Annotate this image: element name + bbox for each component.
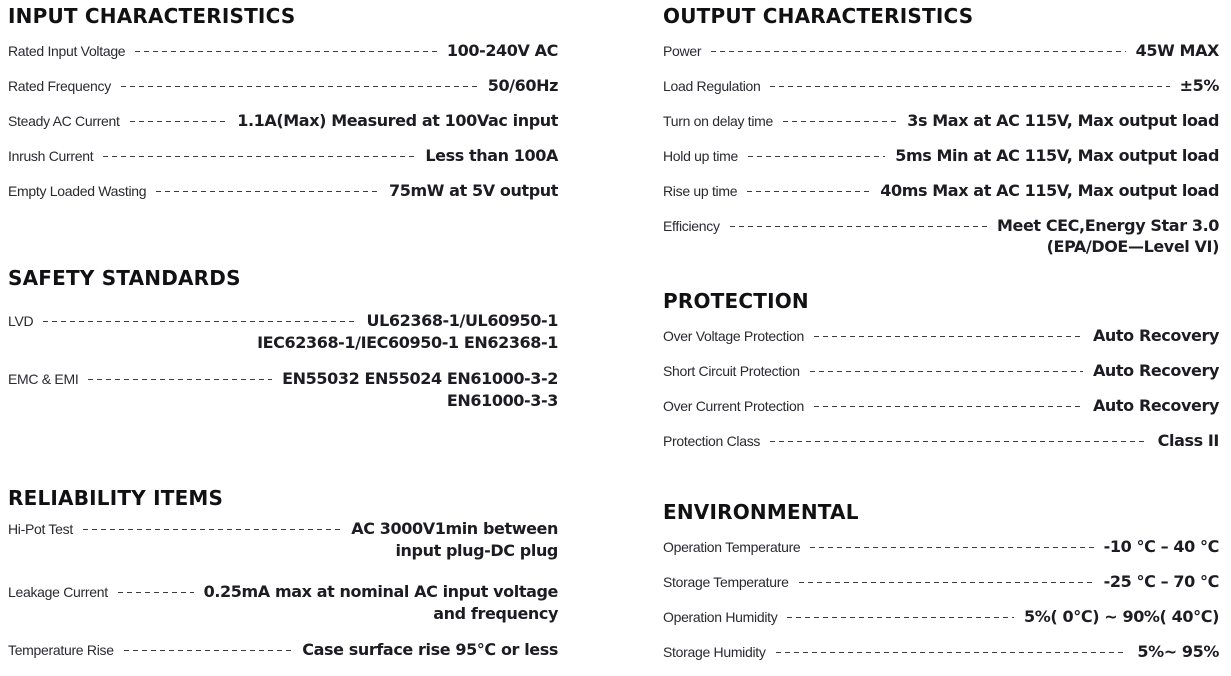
spec-value: Auto Recovery xyxy=(1092,396,1219,415)
dotted-leader xyxy=(43,310,356,322)
spec-value: 100-240V AC xyxy=(446,41,558,60)
section-input-characteristics xyxy=(8,2,558,215)
spec-value: AC 3000V1min between input plug-DC plug xyxy=(351,519,558,560)
spec-label: Load Regulation xyxy=(663,78,761,94)
spec-label: Efficiency xyxy=(663,218,720,234)
spec-value: 45W MAX xyxy=(1135,41,1219,60)
spec-value: Auto Recovery xyxy=(1092,326,1219,345)
spec-value: ±5% xyxy=(1179,76,1219,95)
spec-label: Turn on delay time xyxy=(663,113,774,129)
spec-row-storage-humidity xyxy=(663,641,1219,676)
spec-value: UL62368-1/UL60950-1 IEC62368-1/IEC60950-1 EN62368-1 xyxy=(257,311,558,352)
spec-row-protection-class xyxy=(663,430,1219,465)
spec-value: 40ms Max at AC 115V, Max output load xyxy=(880,181,1219,200)
spec-row-hi-pot-test xyxy=(8,518,558,581)
spec-value: Meet CEC,Energy Star 3.0 (EPA/DOE—Level VI) xyxy=(996,216,1219,256)
dotted-leader xyxy=(135,40,437,52)
spec-row-lvd xyxy=(8,310,558,368)
spec-row-turn-on-delay-time xyxy=(663,110,1219,145)
spec-row-load-regulation xyxy=(663,75,1219,110)
spec-row-efficiency xyxy=(663,215,1219,263)
section-title: PROTECTION xyxy=(663,289,809,313)
spec-row-inrush-current xyxy=(8,145,558,180)
spec-value: 3s Max at AC 115V, Max output load xyxy=(907,111,1219,130)
dotted-leader xyxy=(730,215,987,227)
section-title: INPUT CHARACTERISTICS xyxy=(8,4,296,28)
spec-row-operation-humidity xyxy=(663,606,1219,641)
section-protection xyxy=(663,287,1219,465)
spec-value: 5%~ 95% xyxy=(1137,642,1219,661)
spec-row-short-circuit-protection xyxy=(663,360,1219,395)
dotted-leader xyxy=(770,430,1148,442)
spec-label: Rise up time xyxy=(663,183,738,199)
dotted-leader xyxy=(747,180,870,192)
spec-label: Rated Frequency xyxy=(8,78,111,94)
spec-label: Operation Temperature xyxy=(663,539,801,555)
spec-row-rated-input-voltage xyxy=(8,40,558,75)
spec-row-rise-up-time xyxy=(663,180,1219,215)
spec-row-leakage-current xyxy=(8,581,558,639)
spec-label: Inrush Current xyxy=(8,148,94,164)
spec-row-rated-frequency xyxy=(8,75,558,110)
spec-label: EMC & EMI xyxy=(8,371,79,387)
dotted-leader xyxy=(121,75,478,87)
spec-row-over-current-protection xyxy=(663,395,1219,430)
spec-label: Storage Humidity xyxy=(663,644,766,660)
dotted-leader xyxy=(787,606,1014,618)
spec-row-storage-temperature xyxy=(663,571,1219,606)
spec-label: Storage Temperature xyxy=(663,574,789,590)
spec-value: 0.25mA max at nominal AC input voltage and frequency xyxy=(203,582,558,623)
spec-label: Operation Humidity xyxy=(663,609,778,625)
section-environmental xyxy=(663,498,1219,676)
section-output-characteristics xyxy=(663,2,1219,263)
spec-label: Temperature Rise xyxy=(8,642,114,658)
dotted-leader xyxy=(124,639,293,651)
spec-label: Empty Loaded Wasting xyxy=(8,183,147,199)
spec-value: 5ms Min at AC 115V, Max output load xyxy=(895,146,1219,165)
dotted-leader xyxy=(103,145,415,157)
dotted-leader xyxy=(770,75,1169,87)
dotted-leader xyxy=(118,581,194,593)
spec-value: 1.1A(Max) Measured at 100Vac input xyxy=(237,111,558,130)
spec-label: Hold up time xyxy=(663,148,738,164)
spec-label: LVD xyxy=(8,313,34,329)
spec-label: Leakage Current xyxy=(8,584,108,600)
section-title: SAFETY STANDARDS xyxy=(8,266,241,290)
spec-value: -10 ℃ – 40 ℃ xyxy=(1103,537,1219,556)
dotted-leader xyxy=(748,145,885,157)
section-title: OUTPUT CHARACTERISTICS xyxy=(663,4,974,28)
spec-value: 5%( 0℃) ~ 90%( 40℃) xyxy=(1024,607,1219,626)
spec-label: Over Voltage Protection xyxy=(663,328,804,344)
dotted-leader xyxy=(156,180,379,192)
spec-row-steady-ac-current xyxy=(8,110,558,145)
dotted-leader xyxy=(799,571,1094,583)
section-safety-standards xyxy=(8,264,558,426)
spec-row-operation-temperature xyxy=(663,536,1219,571)
section-title: RELIABILITY ITEMS xyxy=(8,486,224,510)
spec-label: Over Current Protection xyxy=(663,398,804,414)
spec-label: Power xyxy=(663,43,702,59)
spec-row-over-voltage-protection xyxy=(663,325,1219,360)
spec-row-power xyxy=(663,40,1219,75)
spec-value: Auto Recovery xyxy=(1092,361,1219,380)
dotted-leader xyxy=(810,536,1093,548)
spec-row-temperature-rise xyxy=(8,639,558,669)
spec-value: -25 ℃ – 70 ℃ xyxy=(1103,572,1219,591)
dotted-leader xyxy=(711,40,1125,52)
spec-value: 50/60Hz xyxy=(487,76,558,95)
spec-label: Protection Class xyxy=(663,433,761,449)
dotted-leader xyxy=(810,360,1083,372)
dotted-leader xyxy=(88,368,272,380)
spec-label: Rated Input Voltage xyxy=(8,43,126,59)
dotted-leader xyxy=(814,325,1083,337)
section-title: ENVIRONMENTAL xyxy=(663,500,859,524)
spec-label: Short Circuit Protection xyxy=(663,363,800,379)
dotted-leader xyxy=(130,110,228,122)
section-reliability-items xyxy=(8,484,558,669)
spec-row-empty-loaded-wasting xyxy=(8,180,558,215)
spec-value: Case surface rise 95℃ or less xyxy=(302,640,558,659)
spec-row-hold-up-time xyxy=(663,145,1219,180)
spec-value: 75mW at 5V output xyxy=(389,181,558,200)
spec-value: Less than 100A xyxy=(425,146,558,165)
spec-label: Steady AC Current xyxy=(8,113,120,129)
spec-row-emc-emi xyxy=(8,368,558,426)
dotted-leader xyxy=(776,641,1128,653)
spec-value: EN55032 EN55024 EN61000-3-2 EN61000-3-3 xyxy=(282,369,558,410)
dotted-leader xyxy=(814,395,1083,407)
spec-value: Class II xyxy=(1157,431,1219,450)
dotted-leader xyxy=(783,110,897,122)
dotted-leader xyxy=(83,518,341,530)
spec-label: Hi-Pot Test xyxy=(8,521,73,537)
